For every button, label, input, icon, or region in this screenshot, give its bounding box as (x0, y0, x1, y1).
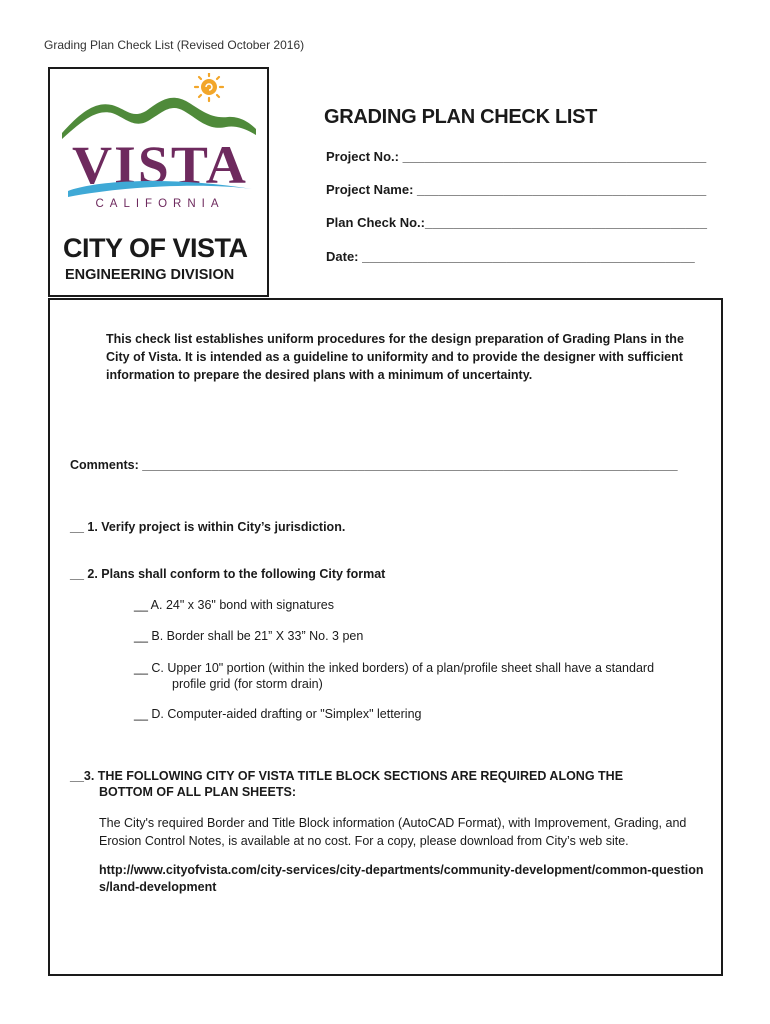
city-name: CITY OF VISTA (63, 233, 248, 263)
checklist-item-2b[interactable]: __ B. Border shall be 21” X 33” No. 3 pen (134, 629, 364, 643)
item-3-line2: BOTTOM OF ALL PLAN SHEETS: (99, 785, 296, 799)
intro-paragraph: This check list establishes uniform procedures for the design preparation of Grading Plans in the City of Vista. It is intended as a guideline to uniformity and to provide the designer with sufficient information to prepare the desired plans with a minimum of uncertainty. (106, 332, 684, 382)
item-2c-line2: profile grid (for storm drain) (172, 677, 323, 691)
project-no-field[interactable]: Project No.: __________________________________________ (326, 149, 707, 164)
project-name-field[interactable]: Project Name: ________________________________________ (326, 182, 707, 197)
california-text: CALIFORNIA (95, 198, 225, 210)
item-3-line1: __3. THE FOLLOWING CITY OF VISTA TITLE BLOCK SECTIONS ARE REQUIRED ALONG THE (70, 769, 624, 783)
page-title: GRADING PLAN CHECK LIST (324, 106, 598, 128)
checklist-item-2[interactable]: __ 2. Plans shall conform to the following City format (70, 567, 386, 581)
logo-box (48, 67, 269, 297)
item-2c-line1: __ C. Upper 10" portion (within the inked borders) of a plan/profile sheet shall have a standard (134, 661, 655, 675)
header-note: Grading Plan Check List (Revised October 2016) (44, 38, 305, 52)
checklist-item-2c[interactable] (134, 660, 702, 692)
title-block-note: The City's required Border and Title Block information (AutoCAD Format), with Improvement, Grading, and Erosion Control Notes, is available at no cost. For a copy, please download from City’s web site. (99, 816, 687, 848)
vista-logo (60, 73, 260, 223)
division-name: ENGINEERING DIVISION (65, 267, 235, 283)
comments-field[interactable]: Comments: _____________________________________________________________________________ (70, 458, 678, 472)
date-field[interactable]: Date: ______________________________________________ (326, 249, 695, 264)
hills-icon (62, 98, 256, 139)
download-link[interactable]: http://www.cityofvista.com/city-services/city-departments/community-development/common-questions/land-development (99, 863, 704, 894)
checklist-item-2d[interactable]: __ D. Computer-aided drafting or "Simplex" lettering (134, 707, 422, 721)
checklist-item-2a[interactable]: __ A. 24" x 36" bond with signatures (134, 598, 334, 612)
checklist-item-3[interactable] (70, 768, 690, 800)
vista-wordmark: VISTA (72, 135, 248, 195)
checklist-item-1[interactable]: __ 1. Verify project is within City’s jurisdiction. (70, 520, 346, 534)
plan-check-no-field[interactable]: Plan Check No.:_______________________________________ (326, 215, 707, 230)
sun-icon (195, 73, 223, 101)
